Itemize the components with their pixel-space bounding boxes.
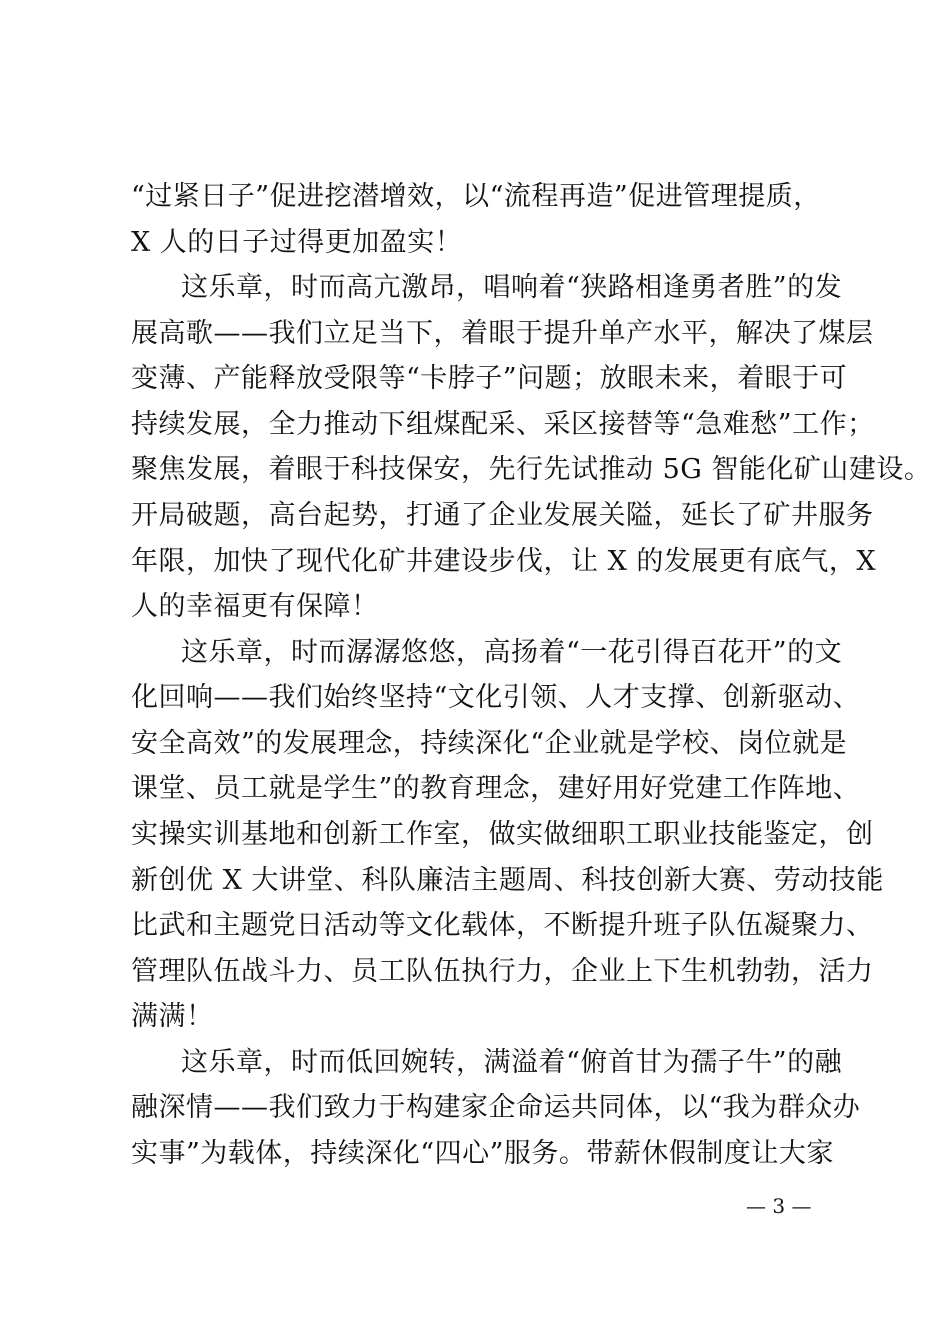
text-line: 聚焦发展，着眼于科技保安，先行先试推动 5G 智能化矿山建设。	[131, 454, 932, 485]
paragraph-start-line: 这乐章，时而高亢激昂，唱响着“狭路相逢勇者胜”的发	[181, 272, 843, 303]
text-line: 比武和主题党日活动等文化载体，不断提升班子队伍凝聚力、	[131, 910, 874, 941]
page-number: — 3 —	[746, 1194, 812, 1218]
text-line: 变薄、产能释放受限等“卡脖子”问题；放眼未来，着眼于可	[131, 363, 848, 394]
text-line: 管理队伍战斗力、员工队伍执行力，企业上下生机勃勃，活力	[131, 956, 874, 987]
text-line: 实操实训基地和创新工作室，做实做细职工职业技能鉴定，创	[131, 819, 874, 850]
text-line: 融深情——我们致力于构建家企命运共同体，以“我为群众办	[131, 1092, 861, 1123]
text-line: 实事”为载体，持续深化“四心”服务。带薪休假制度让大家	[131, 1138, 834, 1169]
text-line: 课堂、员工就是学生”的教育理念，建好用好党建工作阵地、	[131, 773, 861, 804]
text-line: 展高歌——我们立足当下，着眼于提升单产水平，解决了煤层	[131, 318, 874, 349]
text-line: 年限，加快了现代化矿井建设步伐，让 X 的发展更有底气，X	[131, 546, 877, 577]
text-line: 人的幸福更有保障！	[131, 591, 379, 622]
text-line: 持续发展，全力推动下组煤配采、采区接替等“急难愁”工作；	[131, 409, 875, 440]
text-line: 满满！	[131, 1001, 214, 1032]
paragraph-start-line: 这乐章，时而潺潺悠悠，高扬着“一花引得百花开”的文	[181, 637, 843, 668]
paragraph-start-line: 这乐章，时而低回婉转，满溢着“俯首甘为孺子牛”的融	[181, 1047, 843, 1078]
text-line: 化回响——我们始终坚持“文化引领、人才支撑、创新驱动、	[131, 682, 861, 713]
text-line: 开局破题，高台起势，打通了企业发展关隘，延长了矿井服务	[131, 500, 874, 531]
text-line: 新创优 X 大讲堂、科队廉洁主题周、科技创新大赛、劳动技能	[131, 865, 884, 896]
text-line: 安全高效”的发展理念，持续深化“企业就是学校、岗位就是	[131, 728, 848, 759]
text-line: “过紧日子”促进挖潜增效，以“流程再造”促进管理提质，	[131, 181, 821, 212]
text-line: X 人的日子过得更加盈实！	[131, 227, 463, 258]
